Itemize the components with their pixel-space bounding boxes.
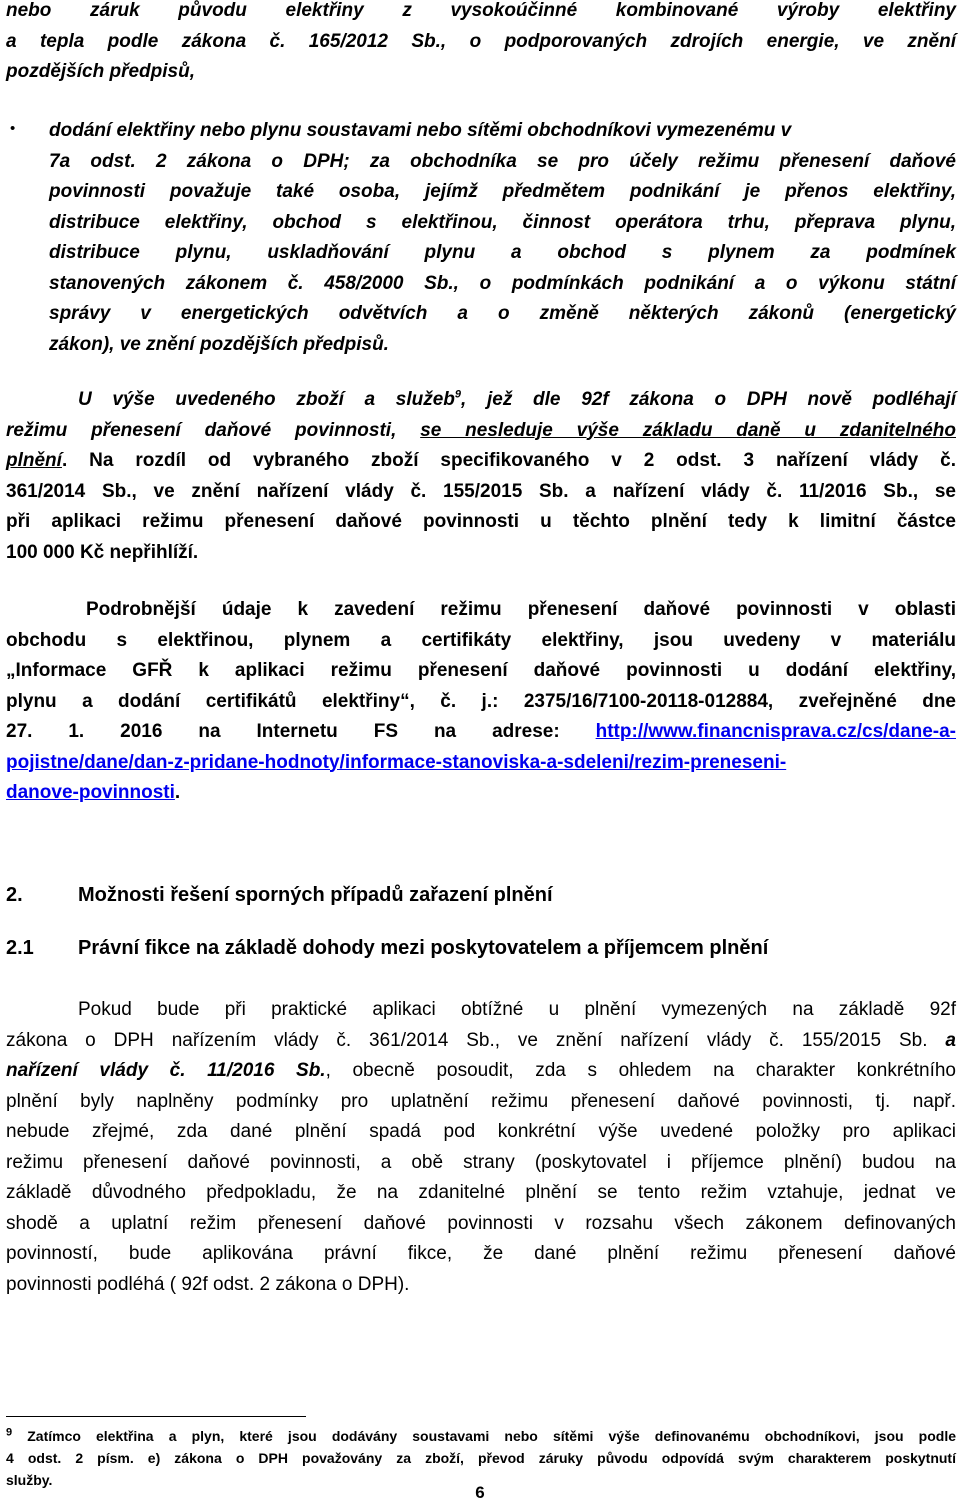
text-span: , jež dle 92f zákona o DPH nově podléhají	[461, 389, 956, 410]
intro-list-item	[6, 0, 956, 88]
paragraph-line: plnění byly naplněny podmínky pro uplatnění režimu přenesení daňové povinnosti, tj. např.	[6, 1090, 956, 1112]
footnote-separator	[6, 1416, 306, 1417]
underlined-text: plnění	[6, 450, 62, 471]
paragraph-line: „Informace GFŘ k aplikaci režimu přenesení daňové povinnosti u dodání elektřiny,	[6, 660, 956, 681]
page-number: 6	[475, 1483, 485, 1502]
bullet-list-item-body	[49, 147, 956, 361]
paragraph-line: povinností, bude aplikována právní fikce, že dané plnění režimu přenesení daňové	[6, 1243, 956, 1264]
financnisprava-link[interactable]: http://www.financnisprava.cz/cs/dane-a-	[595, 721, 956, 742]
paragraph-line: shodě a uplatní režim přenesení daňové povinnosti v rozsahu všech zákonem definovaných	[6, 1212, 956, 1234]
financnisprava-link[interactable]: pojistne/dane/dan-z-pridane-hodnoty/informace-stanoviska-a-sdeleni/rezim-preneseni-	[6, 751, 787, 773]
paragraph-line: nebude zřejmé, zda dané plnění spadá pod konkrétní výše uvedené položky pro aplikaci	[6, 1121, 956, 1142]
paragraph-line	[6, 416, 956, 447]
paragraph-line: Pokud bude při praktické aplikaci obtížné u plnění vymezených na základě 92f	[78, 999, 956, 1020]
paragraph-line	[6, 1026, 956, 1057]
text-span: . Na rozdíl od vybraného zboží specifikovaného v 2 odst. 3 nařízení vlády č.	[61, 450, 956, 471]
footnote-mark: 9	[6, 1426, 13, 1439]
paragraph-vat-goods	[6, 385, 956, 568]
text-span: 27. 1. 2016 na Internetu FS na adrese:	[6, 721, 596, 742]
heading-title: Právní fikce na základě dohody mezi poskytovatelem a příjemcem plnění	[78, 937, 769, 959]
footnote-line	[6, 1425, 956, 1447]
paragraph-line: při aplikaci režimu přenesení daňové povinnosti u těchto plnění tedy k limitní částce	[6, 511, 956, 532]
paragraph-line: povinnosti podléhá ( 92f odst. 2 zákona o DPH).	[6, 1273, 410, 1295]
footnote-ref[interactable]: 9	[454, 388, 462, 401]
paragraph-line: režimu přenesení daňové povinnosti, a obě strany (poskytovatel i příjemce plnění) budou na	[6, 1151, 956, 1173]
heading-title: Možnosti řešení sporných případů zařazení plnění	[78, 884, 553, 906]
paragraph-line	[6, 748, 956, 779]
bullet-line: distribuce elektřiny, obchod s elektřinou, činnost operátora trhu, přeprava plynu,	[49, 211, 956, 233]
paragraph-line: obchodu s elektřinou, plynem a certifikáty elektřiny, jsou uvedeny v materiálu	[6, 629, 956, 651]
emphasis-text: a	[945, 1029, 956, 1051]
underlined-text: se nesleduje výše základu daně u zdanitelného	[420, 419, 956, 441]
emphasis-text: nařízení vlády č. 11/2016 Sb.	[6, 1060, 326, 1081]
bullet-line: zákon), ve znění pozdějších předpisů.	[49, 333, 389, 355]
bullet-marker: •	[10, 120, 16, 137]
heading-number: 2.1	[6, 937, 34, 959]
text-span: .	[174, 782, 181, 803]
section-heading-2	[6, 884, 553, 907]
bullet-list-item	[49, 116, 956, 147]
bullet-line: 7a odst. 2 zákona o DPH; za obchodníka se pro účely režimu přenesení daňové	[49, 150, 956, 172]
paragraph-line	[6, 717, 956, 748]
paragraph-line: 100 000 Kč nepřihlíží.	[6, 541, 199, 563]
intro-line: nebo záruk původu elektřiny z vysokoúčinné kombinované výroby elektřiny	[6, 0, 956, 21]
footnote-line: 4 odst. 2 písm. e) zákona o DPH považovány za zboží, převod záruky původu odpovídá svým charakterem poskytnutí	[6, 1450, 956, 1466]
financnisprava-link[interactable]: danove-povinnosti	[6, 782, 175, 803]
heading-number: 2.	[6, 884, 23, 906]
text-span: , obecně posoudit, zda s ohledem na charakter konkrétního	[325, 1060, 956, 1081]
footnote	[6, 1425, 956, 1491]
section-heading-2-1	[6, 937, 769, 960]
footnote-line: služby.	[6, 1472, 53, 1488]
bullet-line: správy v energetických odvětvích a o změně některých zákonů (energetický	[49, 303, 956, 324]
intro-line: pozdějších předpisů,	[6, 61, 195, 82]
text-span: režimu přenesení daňové povinnosti,	[6, 419, 421, 441]
bullet-line: dodání elektřiny nebo plynu soustavami nebo sítěmi obchodníkovi vymezenému v	[49, 120, 792, 141]
text-span: zákona o DPH nařízením vlády č. 361/2014 Sb., ve znění nařízení vlády č. 155/2015 Sb.	[6, 1029, 946, 1051]
paragraph-line	[6, 385, 956, 416]
paragraph-line: základě důvodného předpokladu, že na zdanitelné plnění se tento režim vztahuje, jednat ve	[6, 1182, 956, 1203]
text-span: U výše uvedeného zboží a služeb	[78, 389, 455, 410]
text-span: Zatímco elektřina a plyn, které jsou dodávány soustavami nebo sítěmi výše definovanému obchodníkovi, jsou podle	[12, 1428, 956, 1444]
bullet-line: distribuce plynu, uskladňování plynu a obchod s plynem za podmínek	[49, 242, 956, 263]
paragraph-line: Podrobnější údaje k zavedení režimu přenesení daňové povinnosti v oblasti	[86, 599, 956, 620]
paragraph-legal-fiction	[6, 995, 956, 1300]
paragraph-line	[6, 446, 956, 477]
paragraph-detailed-info	[6, 595, 956, 809]
paragraph-line	[6, 1056, 956, 1087]
bullet-line: stanovených zákonem č. 458/2000 Sb., o podmínkách podnikání a o výkonu státní	[49, 272, 956, 294]
bullet-line: povinnosti považuje také osoba, jejímž předmětem podnikání je přenos elektřiny,	[49, 181, 956, 202]
paragraph-line: plynu a dodání certifikátů elektřiny“, č. j.: 2375/16/7100-20118-012884, zveřejněné dne	[6, 690, 956, 712]
paragraph-line: 361/2014 Sb., ve znění nařízení vlády č. 155/2015 Sb. a nařízení vlády č. 11/2016 Sb., se	[6, 480, 956, 502]
intro-line: a tepla podle zákona č. 165/2012 Sb., o podporovaných zdrojích energie, ve znění	[6, 30, 956, 52]
paragraph-line	[6, 778, 956, 809]
